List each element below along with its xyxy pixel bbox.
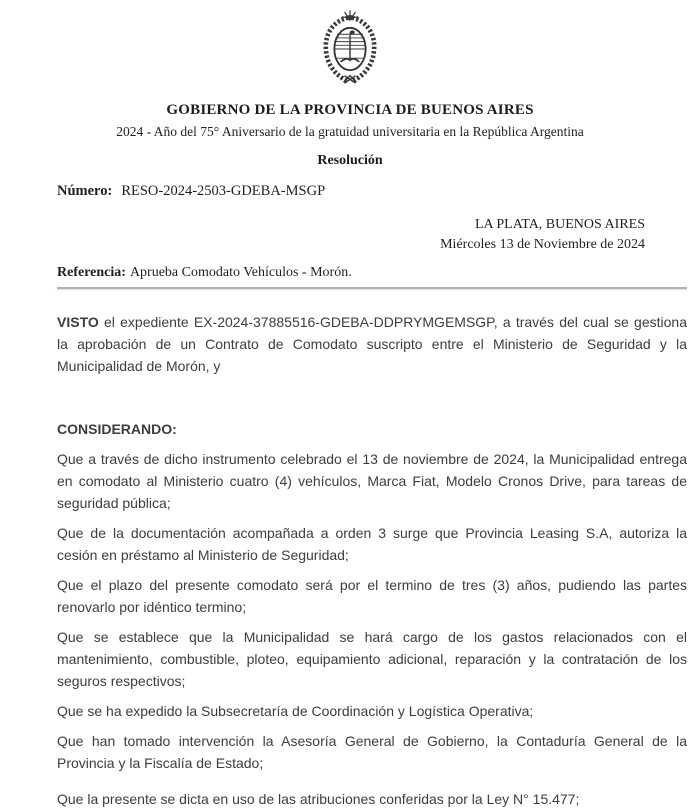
government-title: GOBIERNO DE LA PROVINCIA DE BUENOS AIRES: [166, 102, 534, 118]
horizontal-divider: [57, 287, 687, 290]
year-motto: 2024 - Año del 75° Aniversario de la gratuidad universitaria en la República Argentina: [116, 124, 584, 139]
visto-lead: VISTO: [57, 314, 99, 330]
considerando-paragraph-1: Que a través de dicho instrumento celebrado el 13 de noviembre de 2024, la Municipalidad entrega en comodato al Ministerio cuatro (4) vehículos, Marca Fiat, Modelo Cronos Drive, para tareas de seguridad pública;: [57, 451, 687, 511]
place-line: LA PLATA, BUENOS AIRES: [474, 217, 645, 232]
document-number-line: [57, 183, 687, 200]
place-date-block: [57, 215, 687, 255]
considerando-paragraph-6: Que han tomado intervención la Asesoría General de Gobierno, la Contaduría General de la Provincia y la Fiscalía de Estado;: [57, 733, 687, 771]
reference-line: [57, 265, 687, 281]
resolution-body: [57, 311, 687, 810]
reference-label: Referencia:: [57, 265, 126, 280]
number-label: Número:: [57, 183, 113, 199]
considerando-paragraph-2: Que de la documentación acompañada a orden 3 surge que Provincia Leasing S.A, autoriza la cesión en préstamo al Ministerio de Seguridad;: [57, 525, 687, 563]
number-value: RESO-2024-2503-GDEBA-MSGP: [121, 183, 326, 199]
considerando-paragraph-4: Que se establece que la Municipalidad se hará cargo de los gastos relacionados con el mantenimiento, combustible, ploteo, equipamiento adicional, reparación y la contratación de los seguros respectivos;: [57, 629, 687, 689]
date-line: Miércoles 13 de Noviembre de 2024: [440, 237, 645, 252]
considerando-paragraph-7: Que la presente se dicta en uso de las atribuciones conferidas por la Ley N° 15.477;: [57, 791, 580, 807]
document-header-emblem: [0, 10, 700, 86]
considerando-paragraph-5: Que se ha expedido la Subsecretaría de Coordinación y Logística Operativa;: [57, 703, 534, 719]
visto-text: el expediente EX-2024-37885516-GDEBA-DDPRYMGEMSGP, a través del cual se gestiona la aprobación de un Contrato de Comodato suscripto entre el Ministerio de Seguridad y la Municipalidad de Morón, y: [57, 314, 687, 374]
reference-value: Aprueba Comodato Vehículos - Morón.: [129, 265, 352, 280]
document-type-title: Resolución: [317, 153, 383, 168]
visto-paragraph: [57, 311, 687, 377]
considerando-paragraph-3: Que el plazo del presente comodato será por el termino de tres (3) años, pudiendo las partes renovarlo por idéntico termino;: [57, 577, 687, 615]
argentina-coat-of-arms-icon: [315, 10, 385, 88]
considerando-heading: CONSIDERANDO:: [57, 421, 177, 437]
resolution-document-page: [0, 10, 700, 810]
document-content: [57, 183, 687, 810]
